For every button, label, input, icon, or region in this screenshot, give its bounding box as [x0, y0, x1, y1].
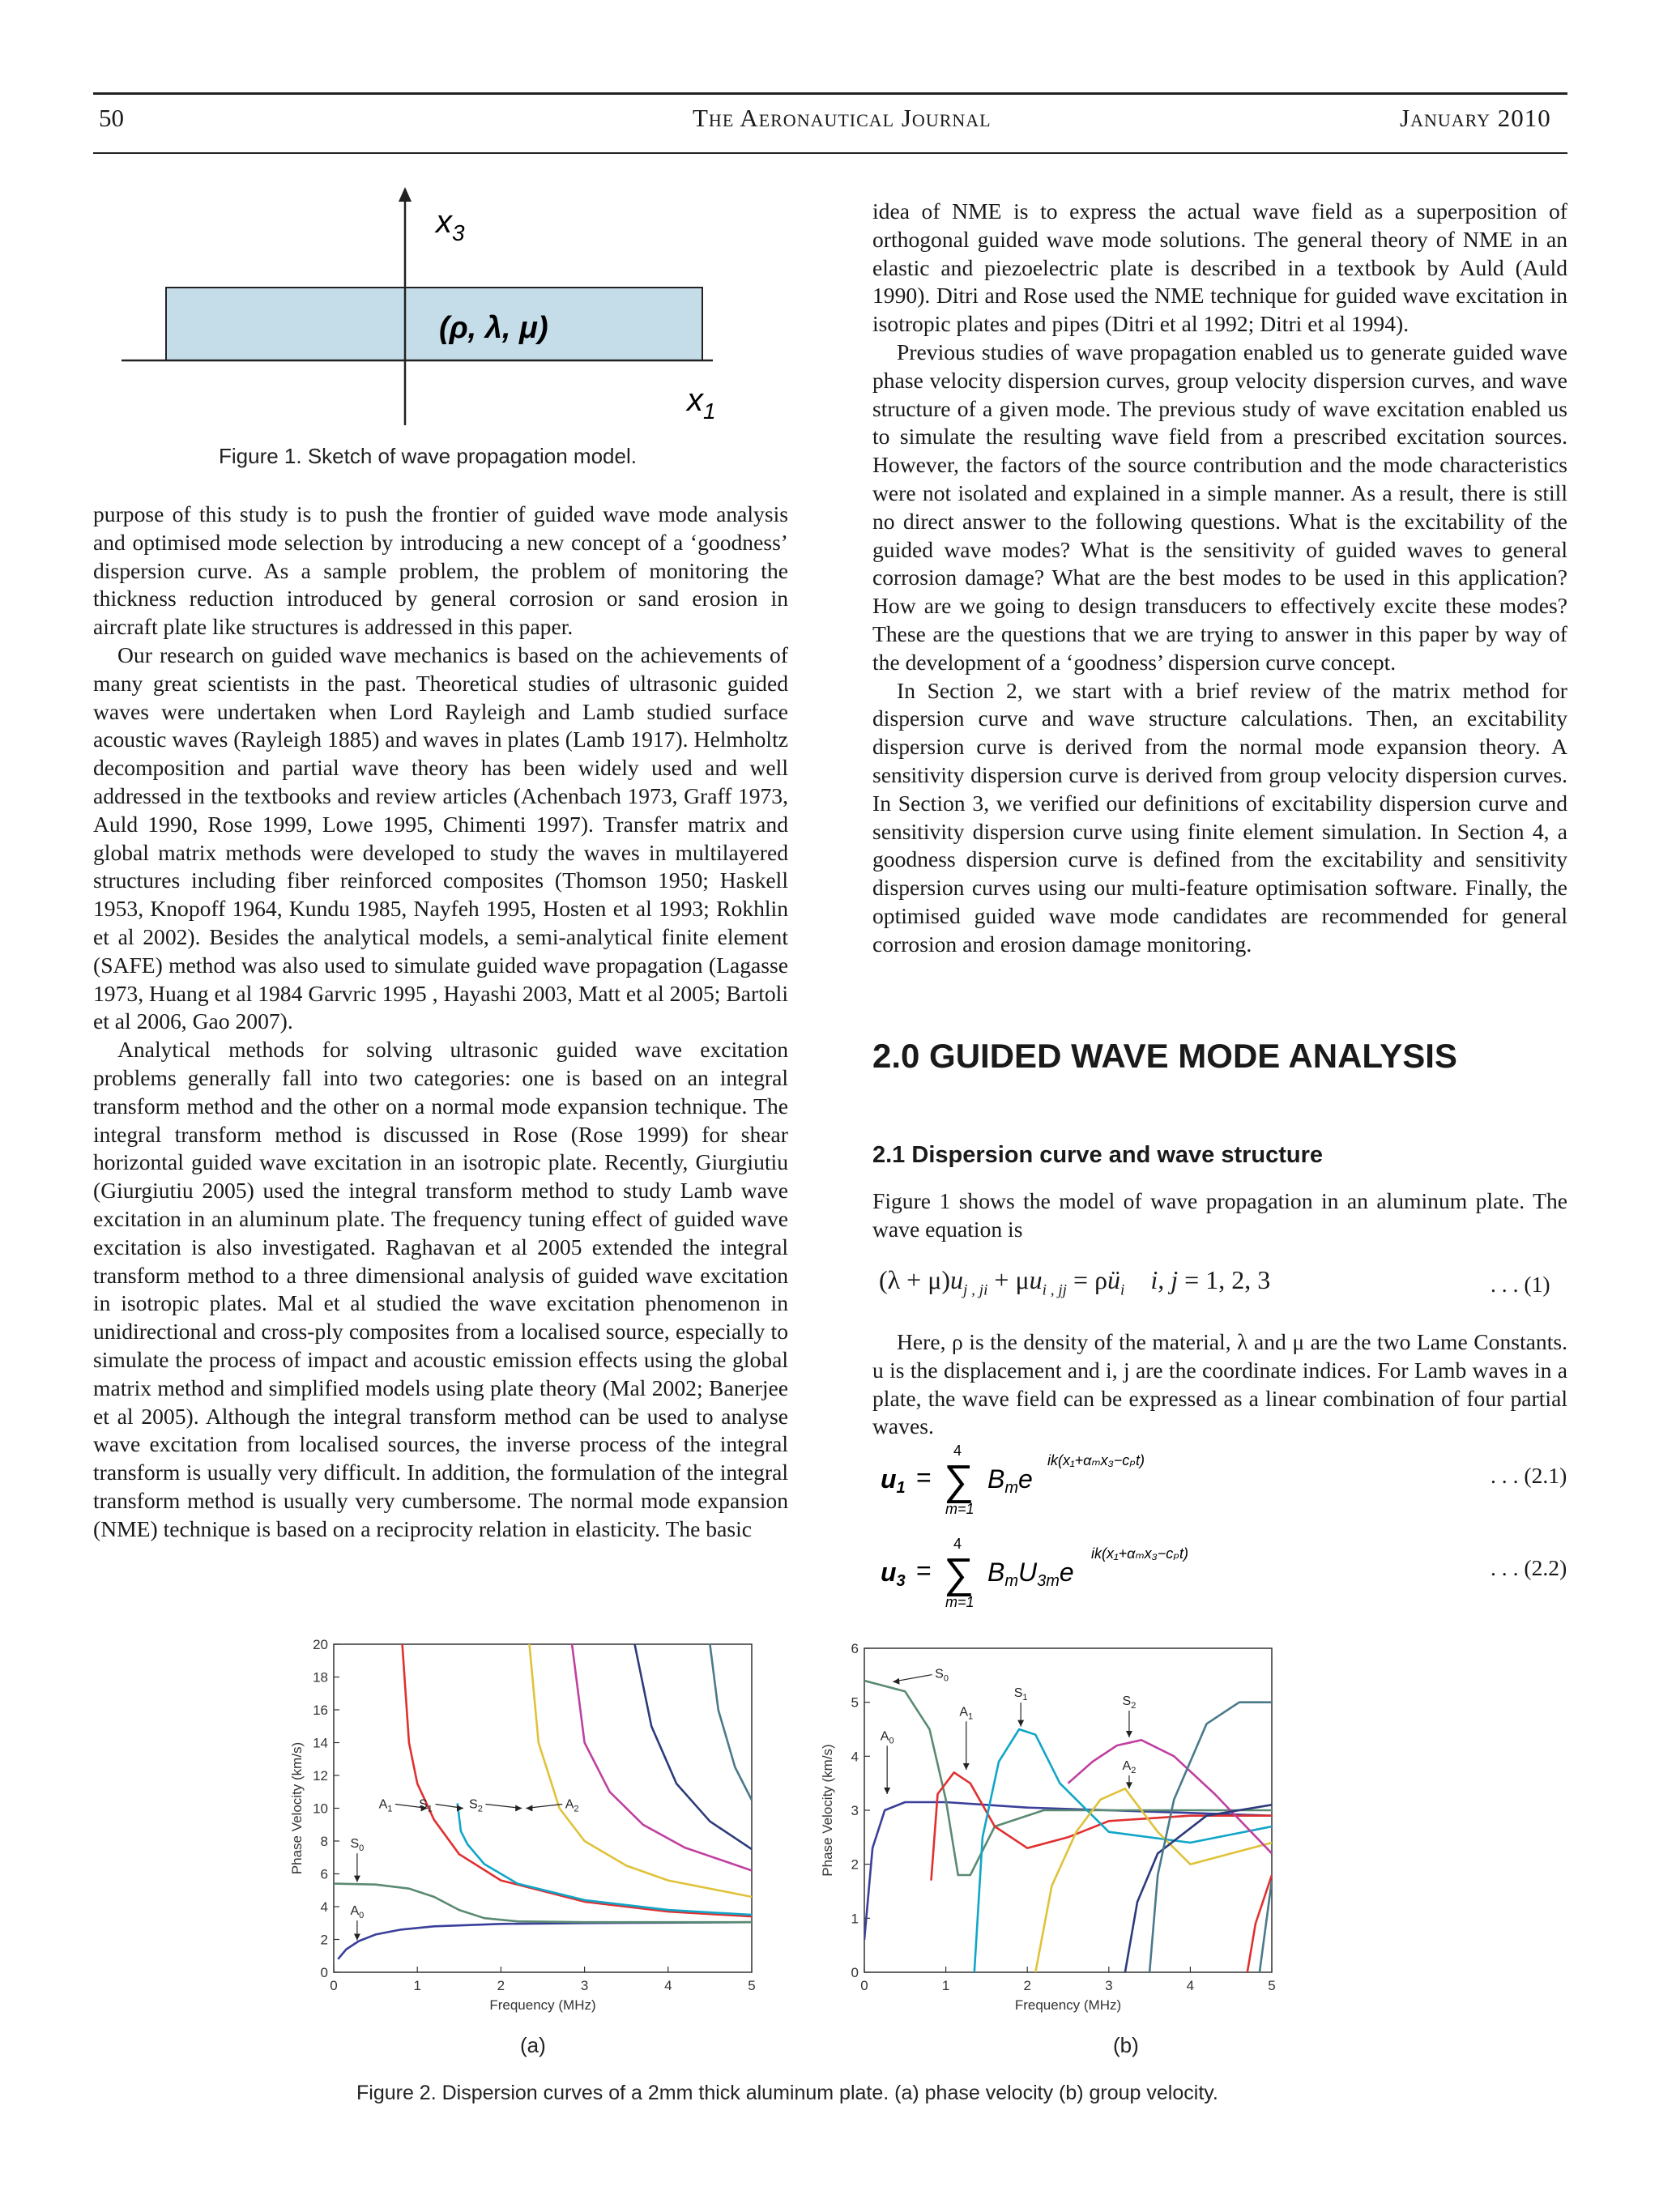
svg-text:ik(x₁+αₘx₃−cₚt): ik(x₁+αₘx₃−cₚt)	[1047, 1452, 1145, 1468]
chartb-ytick-label: 4	[851, 1749, 859, 1765]
plate-region	[166, 288, 702, 360]
charta-xtick-label: 3	[580, 1978, 589, 1993]
charta-ytick-label: 4	[320, 1899, 328, 1915]
svg-text:S2: $S_2$	[1122, 1694, 1137, 1711]
svg-text:A2: $A_2$	[1122, 1759, 1137, 1775]
svg-text:Bme: Bme	[987, 1464, 1033, 1497]
figure1-caption: Figure 1. Sketch of wave propagation model.	[219, 444, 637, 468]
charta-ytick-label: 16	[313, 1703, 328, 1718]
svg-text:A0: $A_0$	[350, 1904, 365, 1921]
figure1-sketch	[113, 182, 729, 450]
charta-ytick-label: 14	[313, 1735, 328, 1751]
charta-ylabel: Phase Velocity (km/s)	[289, 1741, 305, 1875]
charta-xtick-label: 2	[497, 1978, 505, 1993]
x3-label: $x_3$	[436, 204, 465, 245]
figure2b-chart	[822, 1640, 1288, 2017]
svg-text:A1: $A_1$	[959, 1705, 974, 1722]
charta-ytick-label: 10	[313, 1801, 328, 1817]
right-paragraph-5: Here, ρ is the density of the material, λ and μ are the two Lame Constants. u is the displacement and i, j are the coordinate indices. For Lamb waves in a plate, the wave field can be expressed as a linear combination of four partial waves.	[872, 1329, 1567, 1439]
equation-2-1	[879, 1438, 1252, 1519]
page-number: 50	[99, 104, 124, 132]
svg-text:A1: $A_1$	[378, 1797, 393, 1814]
right-column-top	[872, 198, 1567, 959]
chartb-xtick-label: 0	[860, 1978, 868, 1993]
charta-ytick-label: 0	[320, 1965, 328, 1980]
chartb-ytick-label: 3	[851, 1803, 859, 1818]
right-paragraph-2: Previous studies of wave propagation enabled us to generate guided wave phase velocity dispersion curves, group velocity dispersion curves, and wave structure of a given mode. The previous study of wave excitation enabled us to simulate the resulting wave field from a prescribed excitation sources. However, the factors of the source contribution and the mode characteristics were not isolated and explained in a simple manner. As a result, there is still no direct answer to the following questions. What is the excitability of the guided wave modes? What is the sensitivity of guided waves to general corrosion damage? What are the best modes to be used in this application? How are we going to design transducers to effectively excite these modes? These are the questions that we are trying to answer in this paper by way of the development of a ‘goodness’ dispersion curve concept.	[872, 339, 1567, 675]
equation-2-2-number: . . . (2.2)	[1491, 1555, 1567, 1580]
journal-title: The Aeronautical Journal	[693, 104, 992, 132]
figure2a-chart	[284, 1636, 770, 2017]
svg-text:m=1: m=1	[945, 1501, 975, 1517]
svg-text:S1: $S_1$	[419, 1797, 433, 1814]
left-paragraph-3: Analytical methods for solving ultrasonic guided wave excitation problems generally fall into two categories: one is based on an integral transform method and the other on a normal mode expansion technique. The integral transform method is discussed in Rose (Rose 1999) for shear horizontal guided wave excitation in an isotropic plate. Recently, Giurgiutiu (Giurgiutiu 2005) used the integral transform method to study Lamb wave excitation in an aluminum plate. The frequency tuning effect of guided wave excitation is also investigated. Raghavan et al 2005 extended the integral transform method to a three dimensional analysis of guided wave excitation in isotropic plates. Mal et al studied the wave excitation phenomenon in unidirectional and cross-ply composites from a localised source, especially to simulate the process of impact and acoustic emission effects using the global matrix method and simplified models using plate theory (Mal 2002; Banerjee et al 2005). Although the integral transform method can be used to analyse wave excitation from localised sources, the inverse process of the integral transform is usually very difficult. In addition, the formulation of the integral transform method is usually very cumbersome. The normal mode expansion (NME) technique is based on a reciprocity relation in elasticity. The basic	[93, 1037, 788, 1541]
chartb-ytick-label: 2	[851, 1856, 859, 1873]
subsection-heading: 2.1 Dispersion curve and wave structure	[872, 1142, 1324, 1168]
right-paragraph-1: idea of NME is to express the actual wave field as a superposition of orthogonal guided wave mode solutions. The general theory of NME in an elastic and piezoelectric plate is described in a textbook by Auld (Auld 1990). Ditri and Rose used the NME technique for guided wave excitation in isotropic plates and pipes (Ditri et al 1992; Ditri et al 1994).	[872, 198, 1567, 337]
svg-text:A0: $A_0$	[880, 1729, 894, 1746]
charta-xtick-label: 5	[748, 1978, 756, 1993]
svg-text:S2: $S_2$	[469, 1797, 483, 1814]
svg-text:u1: u1	[881, 1464, 906, 1497]
svg-text:=: =	[916, 1556, 932, 1585]
charta-ytick-label: 8	[320, 1834, 328, 1849]
material-params: (ρ, λ, μ)	[439, 311, 548, 345]
chartb-xtick-label: 4	[1186, 1978, 1195, 1993]
svg-text:4: 4	[953, 1536, 962, 1552]
chartb-xtick-label: 1	[941, 1978, 950, 1993]
chartb-ytick-label: 0	[851, 1965, 859, 1980]
chartb-xtick-label: 5	[1268, 1978, 1276, 1993]
svg-text:∑: ∑	[944, 1457, 975, 1504]
svg-text:∑: ∑	[944, 1550, 975, 1597]
figure2-label-b: (b)	[1113, 2033, 1139, 2057]
svg-text:m=1: m=1	[945, 1594, 975, 1610]
charta-ytick-label: 2	[320, 1932, 328, 1948]
svg-text:A2: $A_2$	[565, 1797, 579, 1814]
figure2-caption: Figure 2. Dispersion curves of a 2mm thick aluminum plate. (a) phase velocity (b) group velocity.	[356, 2082, 1218, 2104]
issue-date: January 2010	[1400, 104, 1551, 132]
svg-text:BmU3me: BmU3me	[987, 1558, 1074, 1590]
equation-2-2	[879, 1531, 1268, 1612]
chartb-xtick-label: 3	[1105, 1978, 1113, 1993]
svg-text:S0: $S_0$	[350, 1837, 365, 1854]
chartb-ytick-label: 5	[851, 1694, 859, 1711]
x3-arrowhead	[399, 187, 412, 202]
charta-ytick-label: 12	[313, 1768, 328, 1784]
charta-xtick-label: 0	[330, 1978, 338, 1993]
chartb-ytick-label: 6	[851, 1641, 859, 1656]
svg-text:=: =	[916, 1463, 932, 1492]
chartb-xtick-label: 2	[1023, 1978, 1031, 1993]
right-paragraph-3: In Section 2, we start with a brief review of the matrix method for dispersion curve and wave structure calculations. Then, an excitability dispersion curve is derived from the normal mode expansion theory. A sensitivity dispersion curve is derived from group velocity dispersion curves. In Section 3, we verified our definitions of excitability dispersion curve and sensitivity dispersion curve using finite element simulation. In Section 4, a goodness dispersion curve is defined from the excitability and sensitivity dispersion curves using our multi-feature optimisation software. Finally, the optimised guided wave mode candidates are recommended for general corrosion and erosion damage monitoring.	[872, 677, 1567, 957]
charta-xlabel: Frequency (MHz)	[489, 1997, 596, 2013]
x1-label: $x_1$	[687, 382, 716, 424]
equation-2-1-number: . . . (2.1)	[1491, 1463, 1567, 1488]
svg-text:S1: $S_1$	[1013, 1686, 1028, 1703]
header-top-rule	[93, 92, 1567, 95]
header-bottom-rule	[93, 152, 1567, 154]
charta-ytick-label: 18	[313, 1669, 328, 1686]
chartb-ytick-label: 1	[851, 1911, 859, 1927]
left-paragraph-1: purpose of this study is to push the frontier of guided wave mode analysis and optimised mode selection by introducing a new concept of a ‘goodness’ dispersion curve. As a sample problem, the problem of monitoring the thickness reduction introduced by general corrosion or sand erosion in aircraft plate like structures is addressed in this paper.	[93, 501, 788, 640]
charta-ytick-label: 6	[320, 1866, 328, 1882]
chartb-xlabel: Frequency (MHz)	[1014, 1997, 1122, 2013]
svg-text:u3: u3	[881, 1558, 906, 1590]
svg-text:4: 4	[953, 1443, 962, 1459]
left-paragraph-2: Our research on guided wave mechanics is based on the achievements of many great scientists in the past. Theoretical studies of ultrasonic guided waves were undertaken when Lord Rayleigh and Lamb studied surface acoustic waves (Rayleigh 1885) and waves in plates (Lamb 1917). Helmholtz decomposition and partial wave theory has been widely used and well addressed in the textbooks and review articles (Achenbach 1973, Graff 1973, Auld 1990, Rose 1999, Lowe 1995, Chimenti 1997). Transfer matrix and global matrix methods were developed to study the waves in multilayered structures including fiber reinforced composites (Thomson 1950; Haskell 1953, Knopoff 1964, Kundu 1985, Nayfeh 1995, Hosten et al 1993; Rokhlin et al 2002). Besides the analytical models, a semi-analytical finite element (SAFE) method was also used to simulate guided wave propagation (Lagasse 1973, Huang et al 1984 Garvric 1995 , Hayashi 2003, Matt et al 2005; Bartoli et al 2006, Gao 2007).	[93, 641, 788, 1034]
section-heading: 2.0 GUIDED WAVE MODE ANALYSIS	[872, 1037, 1457, 1075]
equation-1-number: . . . (1)	[1491, 1272, 1550, 1297]
right-paragraph-4: Figure 1 shows the model of wave propagation in an aluminum plate. The wave equation is	[872, 1188, 1567, 1242]
figure2-label-a: (a)	[520, 2033, 546, 2057]
equation-1: $(\lambda + \mu)u_{j , ji} + \mu u_{i , jj}$ = $\rho ü_i$ i, j = 1, 2, 3	[879, 1265, 1271, 1299]
svg-text:ik(x₁+αₘx₃−cₚt): ik(x₁+αₘx₃−cₚt)	[1091, 1545, 1189, 1562]
charta-xtick-label: 4	[664, 1978, 672, 1993]
svg-text:S0: $S_0$	[935, 1667, 949, 1684]
left-column	[93, 501, 788, 1543]
chartb-ylabel: Phase Velocity (km/s)	[820, 1744, 835, 1877]
charta-ytick-label: 20	[313, 1637, 328, 1652]
charta-xtick-label: 1	[413, 1978, 421, 1993]
